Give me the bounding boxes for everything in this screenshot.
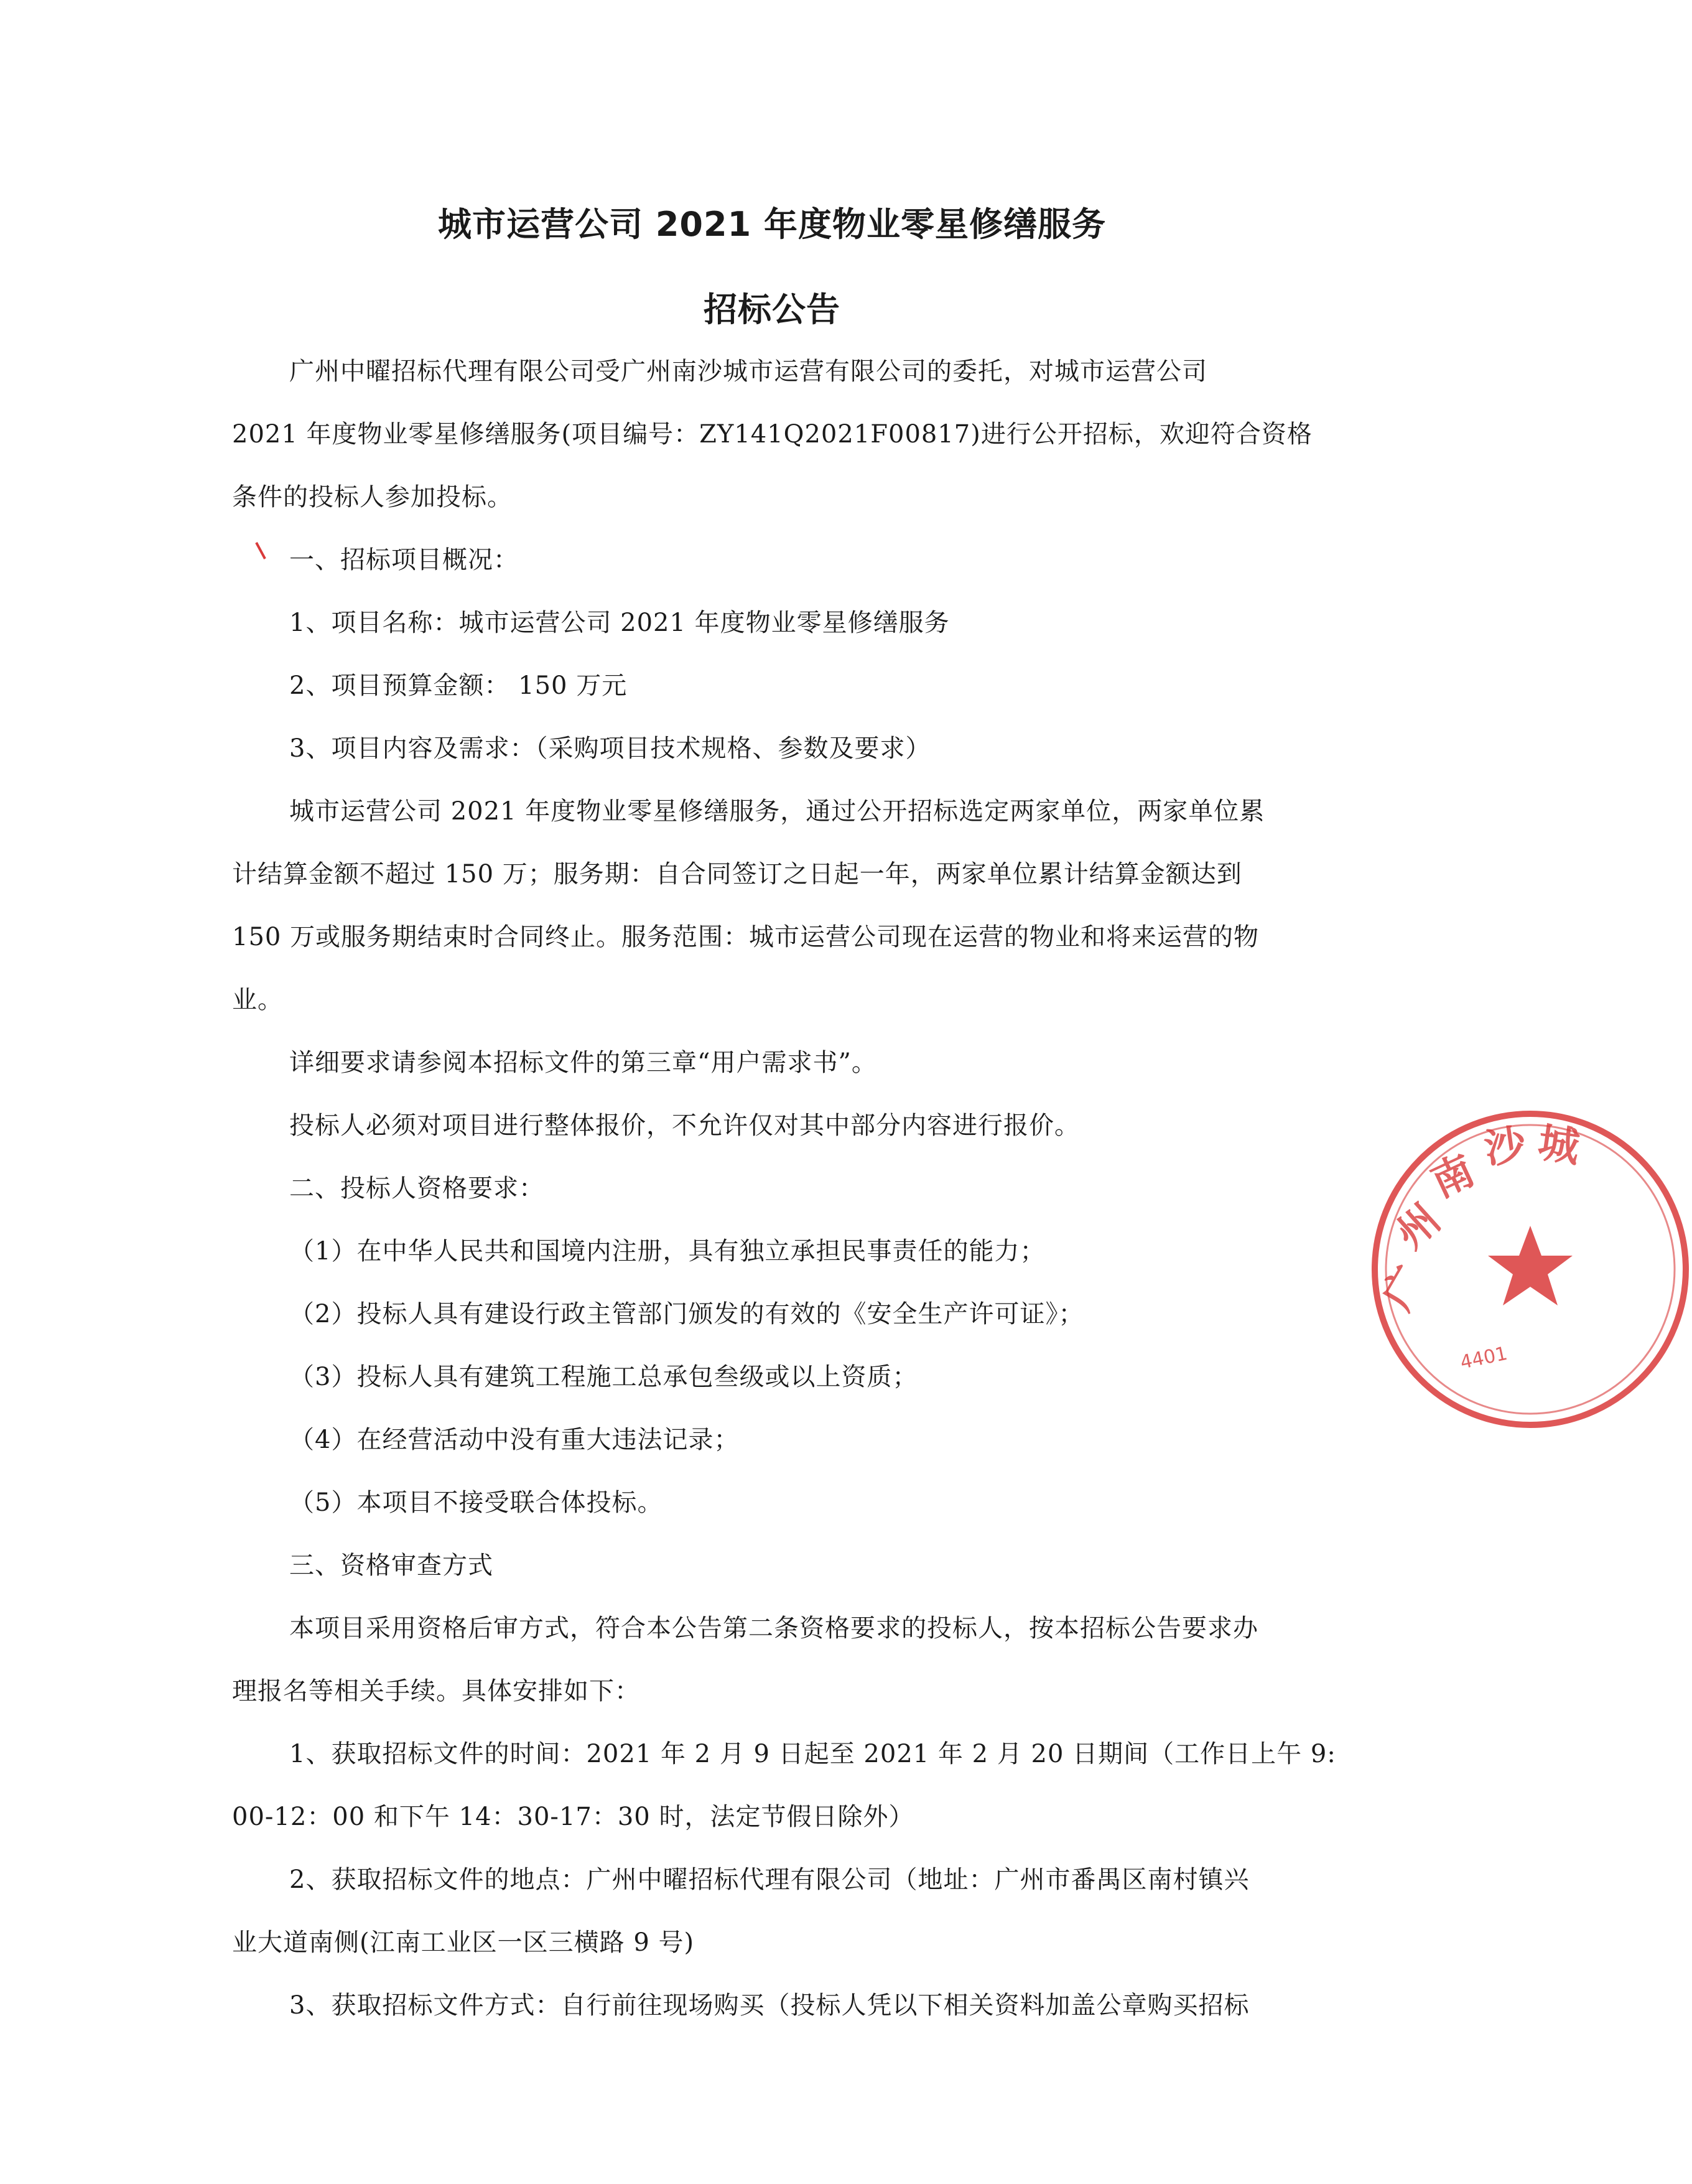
document-subtitle: 招标公告 <box>704 290 840 329</box>
paragraph-line: 理报名等相关手续。具体安排如下： <box>232 1677 640 1706</box>
section-heading: 一、招标项目概况： <box>289 546 519 574</box>
paragraph-line: 业大道南侧(江南工业区一区三横路 9 号) <box>232 1928 695 1957</box>
paragraph-line: 广州中曜招标代理有限公司受广州南沙城市运营有限公司的委托，对城市运营公司 <box>289 357 1207 386</box>
paragraph-line: 2、获取招标文件的地点：广州中曜招标代理有限公司（地址：广州市番禺区南村镇兴 <box>289 1865 1250 1894</box>
document-title: 城市运营公司 2021 年度物业零星修缮服务 <box>438 205 1106 244</box>
svg-text:州: 州 <box>1387 1195 1449 1258</box>
list-item: （4）在经营活动中没有重大违法记录； <box>289 1426 740 1454</box>
company-seal <box>1369 1108 1692 1431</box>
section-heading: 三、资格审查方式 <box>289 1551 493 1580</box>
paragraph-line: 150 万或服务期结束时合同终止。服务范围：城市运营公司现在运营的物业和将来运营的物 <box>232 923 1260 951</box>
red-pen-mark <box>25 168 286 579</box>
paragraph-line: 1、项目名称：城市运营公司 2021 年度物业零星修缮服务 <box>289 609 950 637</box>
list-item: （5）本项目不接受联合体投标。 <box>289 1488 663 1517</box>
paragraph-line: 00-12：00 和下午 14：30-17：30 时，法定节假日除外） <box>232 1803 914 1831</box>
svg-text:广: 广 <box>1373 1258 1435 1318</box>
paragraph-line: 本项目采用资格后审方式，符合本公告第二条资格要求的投标人，按本招标公告要求办 <box>289 1614 1258 1643</box>
paragraph-line: 2、项目预算金额： 150 万元 <box>289 671 628 700</box>
paragraph-line: 业。 <box>232 986 283 1014</box>
svg-text:南: 南 <box>1424 1146 1482 1207</box>
list-item: （3）投标人具有建筑工程施工总承包叁级或以上资质； <box>289 1363 918 1391</box>
svg-text:城: 城 <box>1535 1118 1583 1172</box>
svg-text:4401: 4401 <box>1458 1342 1510 1374</box>
list-item: （1）在中华人民共和国境内注册，具有独立承担民事责任的能力； <box>289 1237 1046 1266</box>
paragraph-line: 城市运营公司 2021 年度物业零星修缮服务，通过公开招标选定两家单位，两家单位累 <box>289 797 1265 826</box>
svg-text:沙: 沙 <box>1481 1120 1529 1174</box>
paragraph-line: 计结算金额不超过 150 万；服务期：自合同签订之日起一年，两家单位累计结算金额达到 <box>232 860 1242 889</box>
list-item: （2）投标人具有建设行政主管部门颁发的有效的《安全生产许可证》； <box>289 1300 1084 1328</box>
paragraph-line: 2021 年度物业零星修缮服务(项目编号：ZY141Q2021F00817)进行公开招标，欢迎符合资格 <box>232 420 1313 449</box>
section-heading: 二、投标人资格要求： <box>289 1174 544 1203</box>
paragraph-line: 详细要求请参阅本招标文件的第三章“用户需求书”。 <box>289 1048 877 1077</box>
paragraph-line: 3、获取招标文件方式：自行前往现场购买（投标人凭以下相关资料加盖公章购买招标 <box>289 1991 1250 2020</box>
paragraph-line: 投标人必须对项目进行整体报价，不允许仅对其中部分内容进行报价。 <box>289 1111 1080 1140</box>
paragraph-line: 条件的投标人参加投标。 <box>232 483 513 511</box>
paragraph-line: 3、项目内容及需求：（采购项目技术规格、参数及要求） <box>289 734 931 763</box>
paragraph-line: 1、获取招标文件的时间：2021 年 2 月 9 日起至 2021 年 2 月 20 日期间（工作日上午 9: <box>289 1740 1336 1768</box>
